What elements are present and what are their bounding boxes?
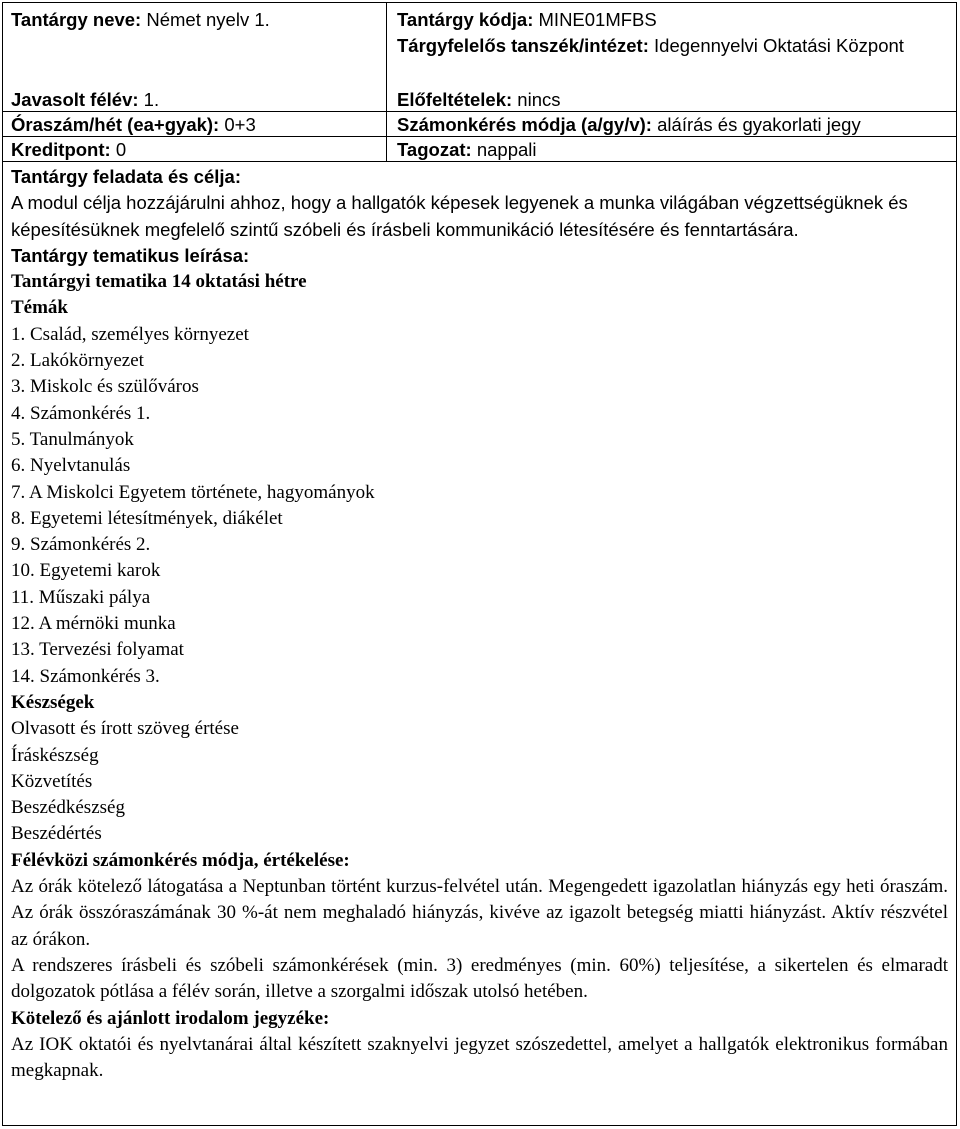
topics-subheading: Tantárgyi tematika 14 oktatási hétre — [11, 271, 307, 293]
list-item: 10. Egyetemi karok — [11, 560, 161, 582]
track-cell — [387, 136, 956, 161]
exam-label: Számonkérés módja (a/gy/v): — [397, 114, 652, 135]
list-item: 14. Számonkérés 3. — [11, 665, 160, 687]
literature-text: Az IOK oktatói és nyelvtanárai által készített szaknyelvi jegyzet szószedettel, amelyet a hallgatók elektronikus formában megkapnak. — [11, 1033, 948, 1082]
subject-code-value: MINE01MFBS — [538, 9, 657, 30]
credit-value: 0 — [115, 139, 127, 160]
credit-cell — [3, 136, 387, 161]
list-item: 12. A mérnöki munka — [11, 613, 176, 635]
list-item: Beszédértés — [11, 823, 102, 845]
list-item: 7. A Miskolci Egyetem története, hagyományok — [11, 481, 375, 503]
exam-value: aláírás és gyakorlati jegy — [657, 114, 861, 135]
subject-code-label: Tantárgy kódja: — [397, 9, 534, 30]
literature-heading: Kötelező és ajánlott irodalom jegyzéke: — [11, 1007, 330, 1029]
subject-name-value: Német nyelv 1. — [146, 9, 270, 30]
list-item: 2. Lakókörnyezet — [11, 350, 144, 372]
list-item: Íráskészség — [11, 744, 99, 766]
semester-value: 1. — [143, 89, 160, 110]
course-body — [3, 162, 956, 1084]
assessment-para-2: A rendszeres írásbeli és szóbeli számonkérések (min. 3) eredményes (min. 60%) teljesítése, a sikertelen és elmaradt dolgozatok pótlása a félév során, illetve a szorgalmi időszak utolsó hetében. — [11, 954, 948, 1003]
subject-name-label: Tantárgy neve: — [11, 9, 142, 30]
dept-value: Idegennyelvi Oktatási Központ — [654, 35, 904, 56]
skills-list — [11, 716, 948, 847]
exam-cell — [387, 111, 956, 136]
header-grid — [3, 3, 956, 162]
list-item: 3. Miskolc és szülőváros — [11, 376, 199, 398]
list-item: Beszédkészség — [11, 797, 125, 819]
skills-label: Készségek — [11, 691, 95, 713]
assessment-heading: Félévközi számonkérés módja, értékelése: — [11, 849, 350, 871]
list-item: 4. Számonkérés 1. — [11, 402, 151, 424]
assessment-para-1: Az órák kötelező látogatása a Neptunban történt kurzus-felvétel után. Megengedett igazolatlan hiányzás egy heti óraszám. Az órák összóraszámának 30 %-át nem meghaladó hiányzás, kivéve az igazolt betegség miatti hiányzást. Aktív részvétel az órákon. — [11, 876, 948, 950]
list-item: Közvetítés — [11, 770, 93, 792]
list-item: 1. Család, személyes környezet — [11, 323, 249, 345]
list-item: 8. Egyetemi létesítmények, diákélet — [11, 507, 283, 529]
prereq-value: nincs — [517, 89, 561, 110]
list-item: 5. Tanulmányok — [11, 428, 134, 450]
prereq-cell — [387, 87, 956, 111]
hours-value: 0+3 — [224, 114, 256, 135]
goal-heading: Tantárgy feladata és célja: — [11, 166, 241, 187]
course-sheet — [2, 2, 957, 1126]
subject-code-cell — [387, 3, 956, 87]
list-item: Olvasott és írott szöveg értése — [11, 718, 239, 740]
topics-list — [11, 322, 948, 690]
prereq-label: Előfeltételek: — [397, 89, 513, 110]
hours-cell — [3, 111, 387, 136]
subject-name-cell — [3, 3, 387, 87]
topics-heading: Tantárgy tematikus leírása: — [11, 244, 250, 266]
semester-label: Javasolt félév: — [11, 89, 139, 110]
semester-cell — [3, 87, 387, 111]
goal-text: A modul célja hozzájárulni ahhoz, hogy a hallgatók képesek legyenek a munka világában végzettségüknek és képesítésüknek megfelelő szintű szóbeli és írásbeli kommunikáció létesítésére és fenntartására. — [11, 192, 908, 240]
list-item: 9. Számonkérés 2. — [11, 534, 151, 556]
credit-label: Kreditpont: — [11, 139, 111, 160]
list-item: 11. Műszaki pálya — [11, 586, 151, 608]
dept-label: Tárgyfelelős tanszék/intézet: — [397, 35, 649, 56]
track-value: nappali — [476, 139, 537, 160]
list-item: 13. Tervezési folyamat — [11, 639, 184, 661]
list-item: 6. Nyelvtanulás — [11, 455, 131, 477]
topics-label: Témák — [11, 297, 68, 319]
hours-label: Óraszám/hét (ea+gyak): — [11, 114, 220, 135]
track-label: Tagozat: — [397, 139, 472, 160]
